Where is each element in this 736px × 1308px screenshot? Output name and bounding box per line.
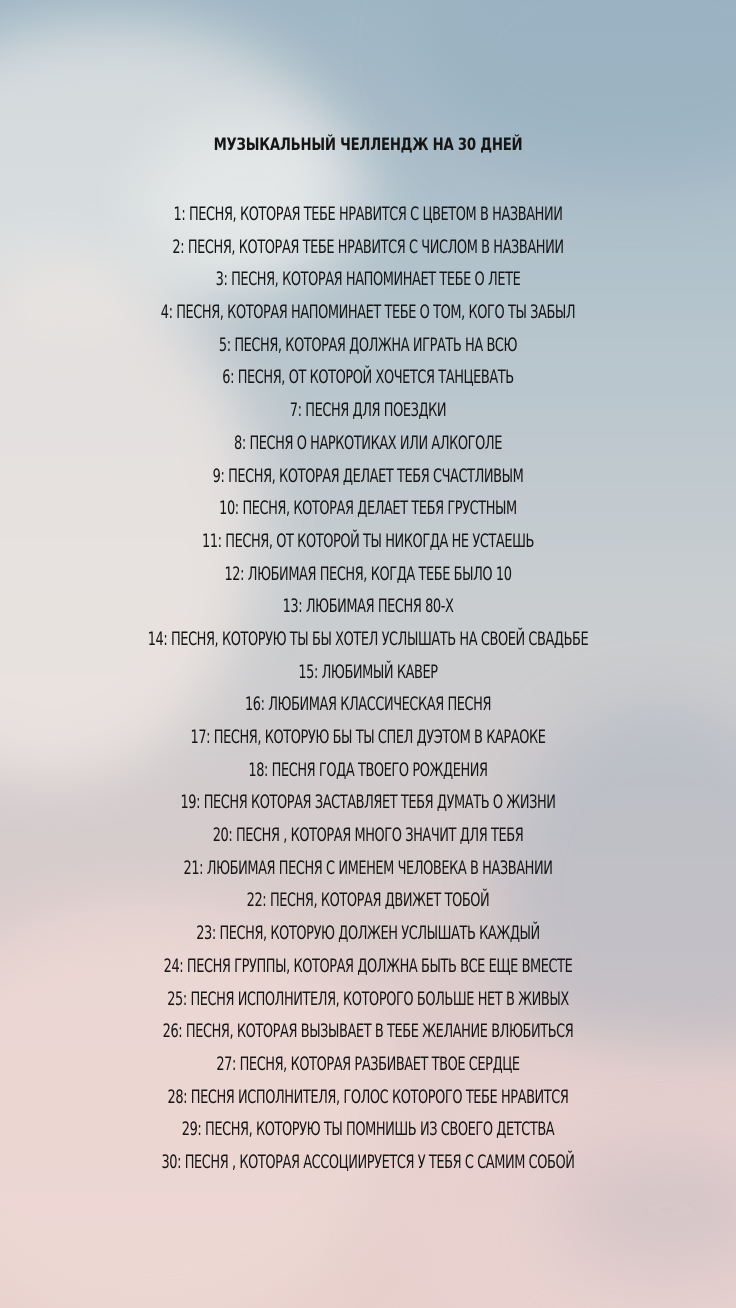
- challenge-item: 20: ПЕСНЯ , КОТОРАЯ МНОГО ЗНАЧИТ ДЛЯ ТЕБЯ: [212, 824, 524, 847]
- challenge-item: 13: ЛЮБИМАЯ ПЕСНЯ 80-Х: [282, 595, 454, 618]
- challenge-item: 7: ПЕСНЯ ДЛЯ ПОЕЗДКИ: [289, 399, 447, 422]
- challenge-item: 29: ПЕСНЯ, КОТОРУЮ ТЫ ПОМНИШЬ ИЗ СВОЕГО ДЕТСТВА: [181, 1118, 555, 1141]
- challenge-item: 23: ПЕСНЯ, КОТОРУЮ ДОЛЖЕН УСЛЫШАТЬ КАЖДЫЙ: [196, 922, 540, 945]
- challenge-item: 16: ЛЮБИМАЯ КЛАССИЧЕСКАЯ ПЕСНЯ: [244, 693, 492, 716]
- challenge-item: 25: ПЕСНЯ ИСПОЛНИТЕЛЯ, КОТОРОГО БОЛЬШЕ НЕТ В ЖИВЫХ: [167, 987, 569, 1010]
- challenge-item: 8: ПЕСНЯ О НАРКОТИКАХ ИЛИ АЛКОГОЛЕ: [234, 431, 502, 454]
- challenge-item: 27: ПЕСНЯ, КОТОРАЯ РАЗБИВАЕТ ТВОЕ СЕРДЦЕ: [216, 1052, 520, 1075]
- challenge-item: 18: ПЕСНЯ ГОДА ТВОЕГО РОЖДЕНИЯ: [248, 758, 488, 781]
- challenge-title: МУЗЫКАЛЬНЫЙ ЧЕЛЛЕНДЖ НА 30 ДНЕЙ: [213, 135, 523, 155]
- challenge-item: 24: ПЕСНЯ ГРУППЫ, КОТОРАЯ ДОЛЖНА БЫТЬ ВСЕ ЕЩЕ ВМЕСТЕ: [163, 954, 573, 977]
- challenge-item: 12: ЛЮБИМАЯ ПЕСНЯ, КОГДА ТЕБЕ БЫЛО 10: [224, 562, 512, 585]
- challenge-item: 9: ПЕСНЯ, КОТОРАЯ ДЕЛАЕТ ТЕБЯ СЧАСТЛИВЫМ: [212, 464, 524, 487]
- challenge-item: 5: ПЕСНЯ, КОТОРАЯ ДОЛЖНА ИГРАТЬ НА ВСЮ: [218, 333, 518, 356]
- challenge-item: 21: ЛЮБИМАЯ ПЕСНЯ С ИМЕНЕМ ЧЕЛОВЕКА В НАЗВАНИИ: [183, 856, 553, 879]
- challenge-item: 3: ПЕСНЯ, КОТОРАЯ НАПОМИНАЕТ ТЕБЕ О ЛЕТЕ: [215, 268, 521, 291]
- challenge-card: [0, 128, 736, 1179]
- challenge-item: 22: ПЕСНЯ, КОТОРАЯ ДВИЖЕТ ТОБОЙ: [246, 889, 490, 912]
- challenge-item: 19: ПЕСНЯ КОТОРАЯ ЗАСТАВЛЯЕТ ТЕБЯ ДУМАТЬ О ЖИЗНИ: [180, 791, 556, 814]
- challenge-list: [0, 198, 736, 1179]
- challenge-item: 2: ПЕСНЯ, КОТОРАЯ ТЕБЕ НРАВИТСЯ С ЧИСЛОМ В НАЗВАНИИ: [172, 235, 564, 258]
- challenge-item: 14: ПЕСНЯ, КОТОРУЮ ТЫ БЫ ХОТЕЛ УСЛЫШАТЬ НА СВОЕЙ СВАДЬБЕ: [147, 627, 589, 650]
- challenge-item: 30: ПЕСНЯ , КОТОРАЯ АССОЦИИРУЕТСЯ У ТЕБЯ С САМИМ СОБОЙ: [161, 1150, 575, 1173]
- challenge-item: 15: ЛЮБИМЫЙ КАВЕР: [298, 660, 438, 683]
- challenge-item: 1: ПЕСНЯ, КОТОРАЯ ТЕБЕ НРАВИТСЯ С ЦВЕТОМ В НАЗВАНИИ: [173, 203, 563, 225]
- challenge-item: 26: ПЕСНЯ, КОТОРАЯ ВЫЗЫВАЕТ В ТЕБЕ ЖЕЛАНИЕ ВЛЮБИТЬСЯ: [162, 1020, 574, 1043]
- challenge-item: 6: ПЕСНЯ, ОТ КОТОРОЙ ХОЧЕТСЯ ТАНЦЕВАТЬ: [222, 366, 514, 389]
- challenge-item: 10: ПЕСНЯ, КОТОРАЯ ДЕЛАЕТ ТЕБЯ ГРУСТНЫМ: [219, 497, 517, 520]
- challenge-item: 11: ПЕСНЯ, ОТ КОТОРОЙ ТЫ НИКОГДА НЕ УСТАЕШЬ: [202, 529, 534, 552]
- challenge-item: 28: ПЕСНЯ ИСПОЛНИТЕЛЯ, ГОЛОС КОТОРОГО ТЕБЕ НРАВИТСЯ: [167, 1085, 569, 1108]
- challenge-item: 17: ПЕСНЯ, КОТОРУЮ БЫ ТЫ СПЕЛ ДУЭТОМ В КАРАОКЕ: [190, 726, 546, 748]
- challenge-item: 4: ПЕСНЯ, КОТОРАЯ НАПОМИНАЕТ ТЕБЕ О ТОМ, КОГО ТЫ ЗАБЫЛ: [160, 301, 576, 324]
